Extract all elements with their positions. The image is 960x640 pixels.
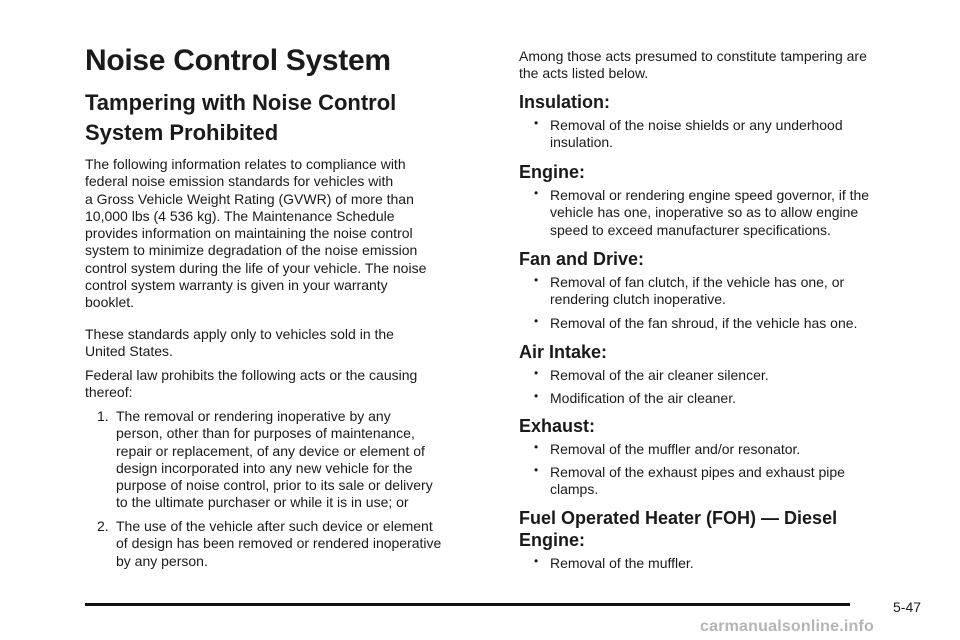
bullet-item [534, 274, 929, 309]
heading-insulation: Insulation: [519, 92, 610, 112]
text-line: Removal of the fan shroud, if the vehicle has one. [550, 315, 858, 331]
text-line: Removal of the muffler. [550, 555, 694, 571]
paragraph-federal-law [85, 367, 490, 402]
text-line: Removal of the muffler and/or resonator. [550, 441, 801, 457]
list-item-2 [97, 518, 497, 570]
section-heading-line2: System Prohibited [85, 120, 279, 145]
text-line: rendering clutch inoperative. [550, 291, 726, 308]
bullet-text [534, 117, 929, 152]
text-line: speed to exceed manufacturer specifications. [550, 221, 831, 238]
text-line: design incorporated into any new vehicle for the [116, 459, 413, 476]
text-line: person, other than for purposes of maintenance, [116, 425, 415, 442]
list-item-text [97, 518, 497, 570]
bullet-item [534, 187, 929, 239]
text-line: booklet. [85, 294, 135, 311]
list-item-1 [97, 408, 497, 512]
heading-air-intake: Air Intake: [519, 342, 608, 362]
text-line: Removal of the air cleaner silencer. [550, 367, 769, 383]
text-line: thereof: [85, 384, 133, 401]
bullet-item [534, 464, 929, 499]
bullet-glyph: • [534, 273, 539, 287]
text-line: The removal or rendering inoperative by any [116, 408, 391, 424]
text-line: control system warranty is given in your warranty [85, 277, 388, 294]
bullet-text [534, 464, 929, 499]
bullet-glyph: • [534, 366, 539, 380]
bullet-glyph: • [534, 314, 539, 328]
paragraph-compliance [85, 156, 490, 312]
bullet-text [534, 274, 929, 309]
bullet-text [534, 390, 929, 407]
page-title: Noise Control System [85, 44, 391, 77]
text-line: of design has been removed or rendered inoperative [116, 535, 442, 552]
text-line: provides information on maintaining the noise control [85, 225, 413, 242]
text-line: 10,000 lbs (4 536 kg). The Maintenance Schedule [85, 207, 395, 224]
footer-rule [85, 603, 850, 606]
bullet-item [534, 390, 929, 407]
heading-exhaust: Exhaust: [519, 416, 596, 436]
bullet-item [534, 555, 929, 572]
text-line: by any person. [116, 552, 208, 569]
text-line: Among those acts presumed to constitute tampering are [519, 48, 867, 64]
heading-fan-and-drive: Fan and Drive: [519, 249, 645, 269]
bullet-glyph: • [534, 554, 539, 568]
heading-line: Engine: [519, 530, 585, 550]
bullet-text [534, 315, 929, 332]
bullet-glyph: • [534, 186, 539, 200]
text-line: insulation. [550, 134, 614, 151]
bullet-glyph: • [534, 116, 539, 130]
text-line: The use of the vehicle after such device or element [116, 518, 433, 534]
bullet-item [534, 441, 929, 458]
text-line: purpose of noise control, prior to its sale or delivery [116, 477, 433, 494]
heading-fuel-operated-heater [519, 507, 837, 551]
bullet-glyph: • [534, 389, 539, 403]
text-line: Removal of the noise shields or any underhood [550, 117, 843, 133]
list-number: 2. [97, 518, 109, 534]
text-line: United States. [85, 343, 173, 360]
text-line: vehicle has one, inoperative so as to allow engine [550, 204, 859, 221]
text-line: federal noise emission standards for vehicles with [85, 173, 394, 190]
watermark-text: carmanualsonline.info [700, 618, 875, 635]
bullet-item [534, 315, 929, 332]
text-line: repair or replacement, of any device or element of [116, 442, 425, 459]
list-item-text [97, 408, 497, 512]
text-line: the acts listed below. [519, 65, 649, 82]
bullet-text [534, 555, 929, 572]
bullet-text [534, 187, 929, 239]
text-line: These standards apply only to vehicles sold in the [85, 326, 394, 342]
text-line: Modification of the air cleaner. [550, 390, 736, 406]
heading-engine: Engine: [519, 162, 585, 182]
text-line: to the ultimate purchaser or while it is in use; or [116, 494, 409, 511]
text-line: control system during the life of your vehicle. The noise [85, 259, 427, 276]
paragraph-standards [85, 326, 490, 361]
text-line: Removal of fan clutch, if the vehicle has one, or [550, 274, 845, 290]
section-heading [85, 88, 495, 148]
text-line: clamps. [550, 481, 599, 498]
text-line: a Gross Vehicle Weight Rating (GVWR) of more than [85, 190, 414, 207]
paragraph-tampering-intro [519, 48, 929, 83]
text-line: Removal or rendering engine speed governor, if the [550, 187, 870, 203]
text-line: Removal of the exhaust pipes and exhaust pipe [550, 464, 845, 480]
text-line: The following information relates to compliance with [85, 156, 406, 172]
text-line: system to minimize degradation of the noise emission [85, 242, 418, 259]
bullet-text [534, 367, 929, 384]
heading-line: Fuel Operated Heater (FOH) — Diesel [519, 508, 838, 528]
bullet-glyph: • [534, 463, 539, 477]
bullet-text [534, 441, 929, 458]
list-number: 1. [97, 408, 109, 424]
bullet-glyph: • [534, 440, 539, 454]
section-heading-line1: Tampering with Noise Control [85, 90, 397, 115]
bullet-item [534, 117, 929, 152]
page-number: 5-47 [893, 599, 922, 615]
text-line: Federal law prohibits the following acts or the causing [85, 367, 418, 383]
bullet-item [534, 367, 929, 384]
